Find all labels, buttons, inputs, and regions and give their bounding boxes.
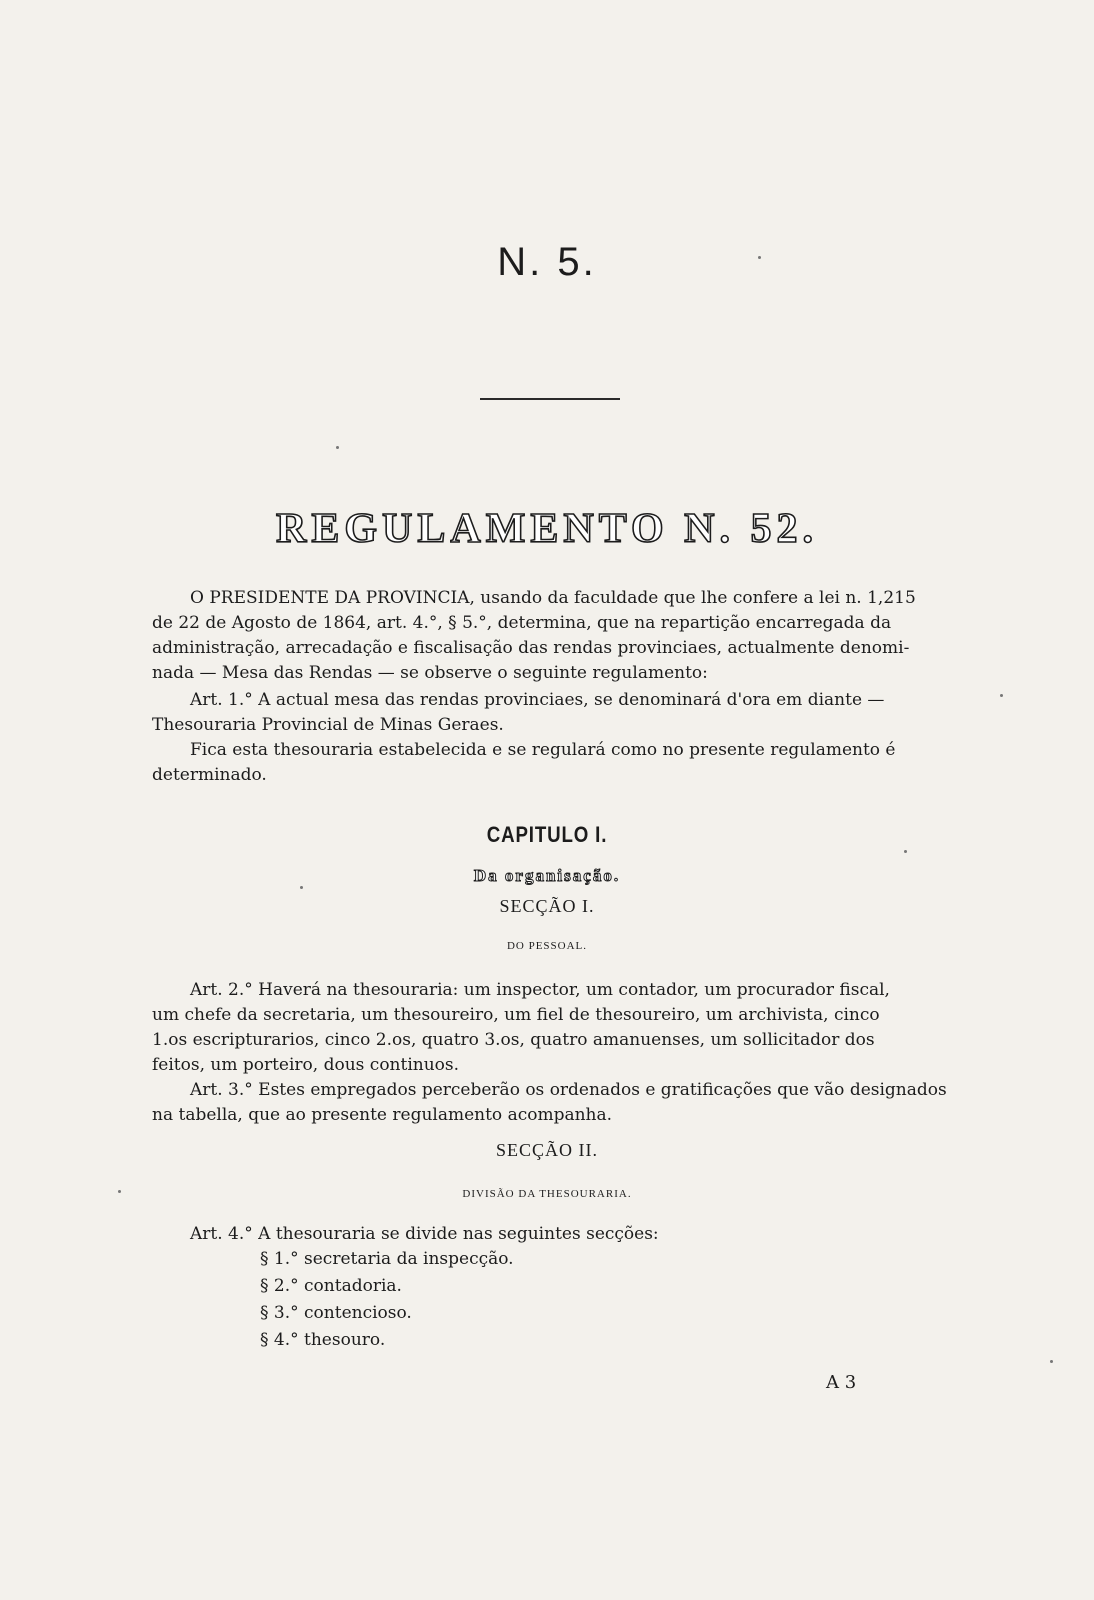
title-divider [480, 398, 620, 400]
article-1-line: Thesouraria Provincial de Minas Geraes. [152, 715, 504, 735]
signature-mark: A 3 [826, 1372, 857, 1393]
article-2-line: feitos, um porteiro, dous continuos. [152, 1055, 460, 1075]
preamble [152, 586, 952, 686]
article-3 [152, 1078, 952, 1128]
preamble-line: nada — Mesa das Rendas — se observe o seguinte regulamento: [152, 663, 708, 683]
article-1-line: Fica esta thesouraria estabelecida e se regulará como no presente regulamento é [190, 740, 896, 760]
list-item: § 3.° contencioso. [260, 1303, 412, 1323]
regulation-title: REGULAMENTO N. 52. [276, 506, 818, 552]
article-4-intro [152, 1222, 952, 1247]
article-4-line: Art. 4.° A thesouraria se divide nas seguintes secções: [190, 1224, 659, 1244]
scan-speck [1050, 1360, 1053, 1363]
preamble-line: de 22 de Agosto de 1864, art. 4.°, § 5.°, determina, que na repartição encarregada da [152, 613, 892, 633]
article-1-line: determinado. [152, 765, 267, 785]
article-1 [152, 688, 952, 788]
article-3-line: na tabella, que ao presente regulamento acompanha. [152, 1105, 613, 1125]
scan-speck [758, 256, 761, 259]
article-2-line: 1.os escripturarios, cinco 2.os, quatro 3.os, quatro amanuenses, um sollicitador dos [152, 1030, 875, 1050]
article-2-line: Art. 2.° Haverá na thesouraria: um inspector, um contador, um procurador fiscal, [190, 980, 890, 1000]
chapter-title: CAPITULO I. [486, 822, 608, 847]
scan-speck [904, 850, 907, 853]
scan-speck [300, 886, 303, 889]
scan-speck [336, 446, 339, 449]
article-2 [152, 978, 952, 1078]
section-1-subtitle: DO PESSOAL. [506, 940, 588, 952]
scan-speck [1000, 694, 1003, 697]
scan-speck [118, 1190, 121, 1193]
article-3-line: Art. 3.° Estes empregados perceberão os ordenados e gratificações que vão designados [190, 1080, 947, 1100]
list-item: § 1.° secretaria da inspecção. [260, 1249, 514, 1269]
article-2-line: um chefe da secretaria, um thesoureiro, um fiel de thesoureiro, um archivista, cinco [152, 1005, 880, 1025]
article-1-line: Art. 1.° A actual mesa das rendas provinciaes, se denominará d'ora em diante — [190, 690, 885, 710]
section-2-subtitle: DIVISÃO DA THESOURARIA. [462, 1188, 632, 1200]
section-2-title: SECÇÃO II. [495, 1140, 598, 1160]
section-1-title: SECÇÃO I. [499, 896, 595, 916]
list-item: § 4.° thesouro. [260, 1330, 386, 1350]
list-item: § 2.° contadoria. [260, 1276, 402, 1296]
article-4-items [260, 1246, 514, 1354]
chapter-subtitle: Da organisação. [473, 866, 621, 885]
preamble-line: administração, arrecadação e fiscalisação das rendas provinciaes, actualmente denomi- [152, 638, 910, 658]
document-number: N. 5. [497, 240, 597, 284]
preamble-line: O PRESIDENTE DA PROVINCIA, usando da faculdade que lhe confere a lei n. 1,215 [190, 588, 916, 608]
